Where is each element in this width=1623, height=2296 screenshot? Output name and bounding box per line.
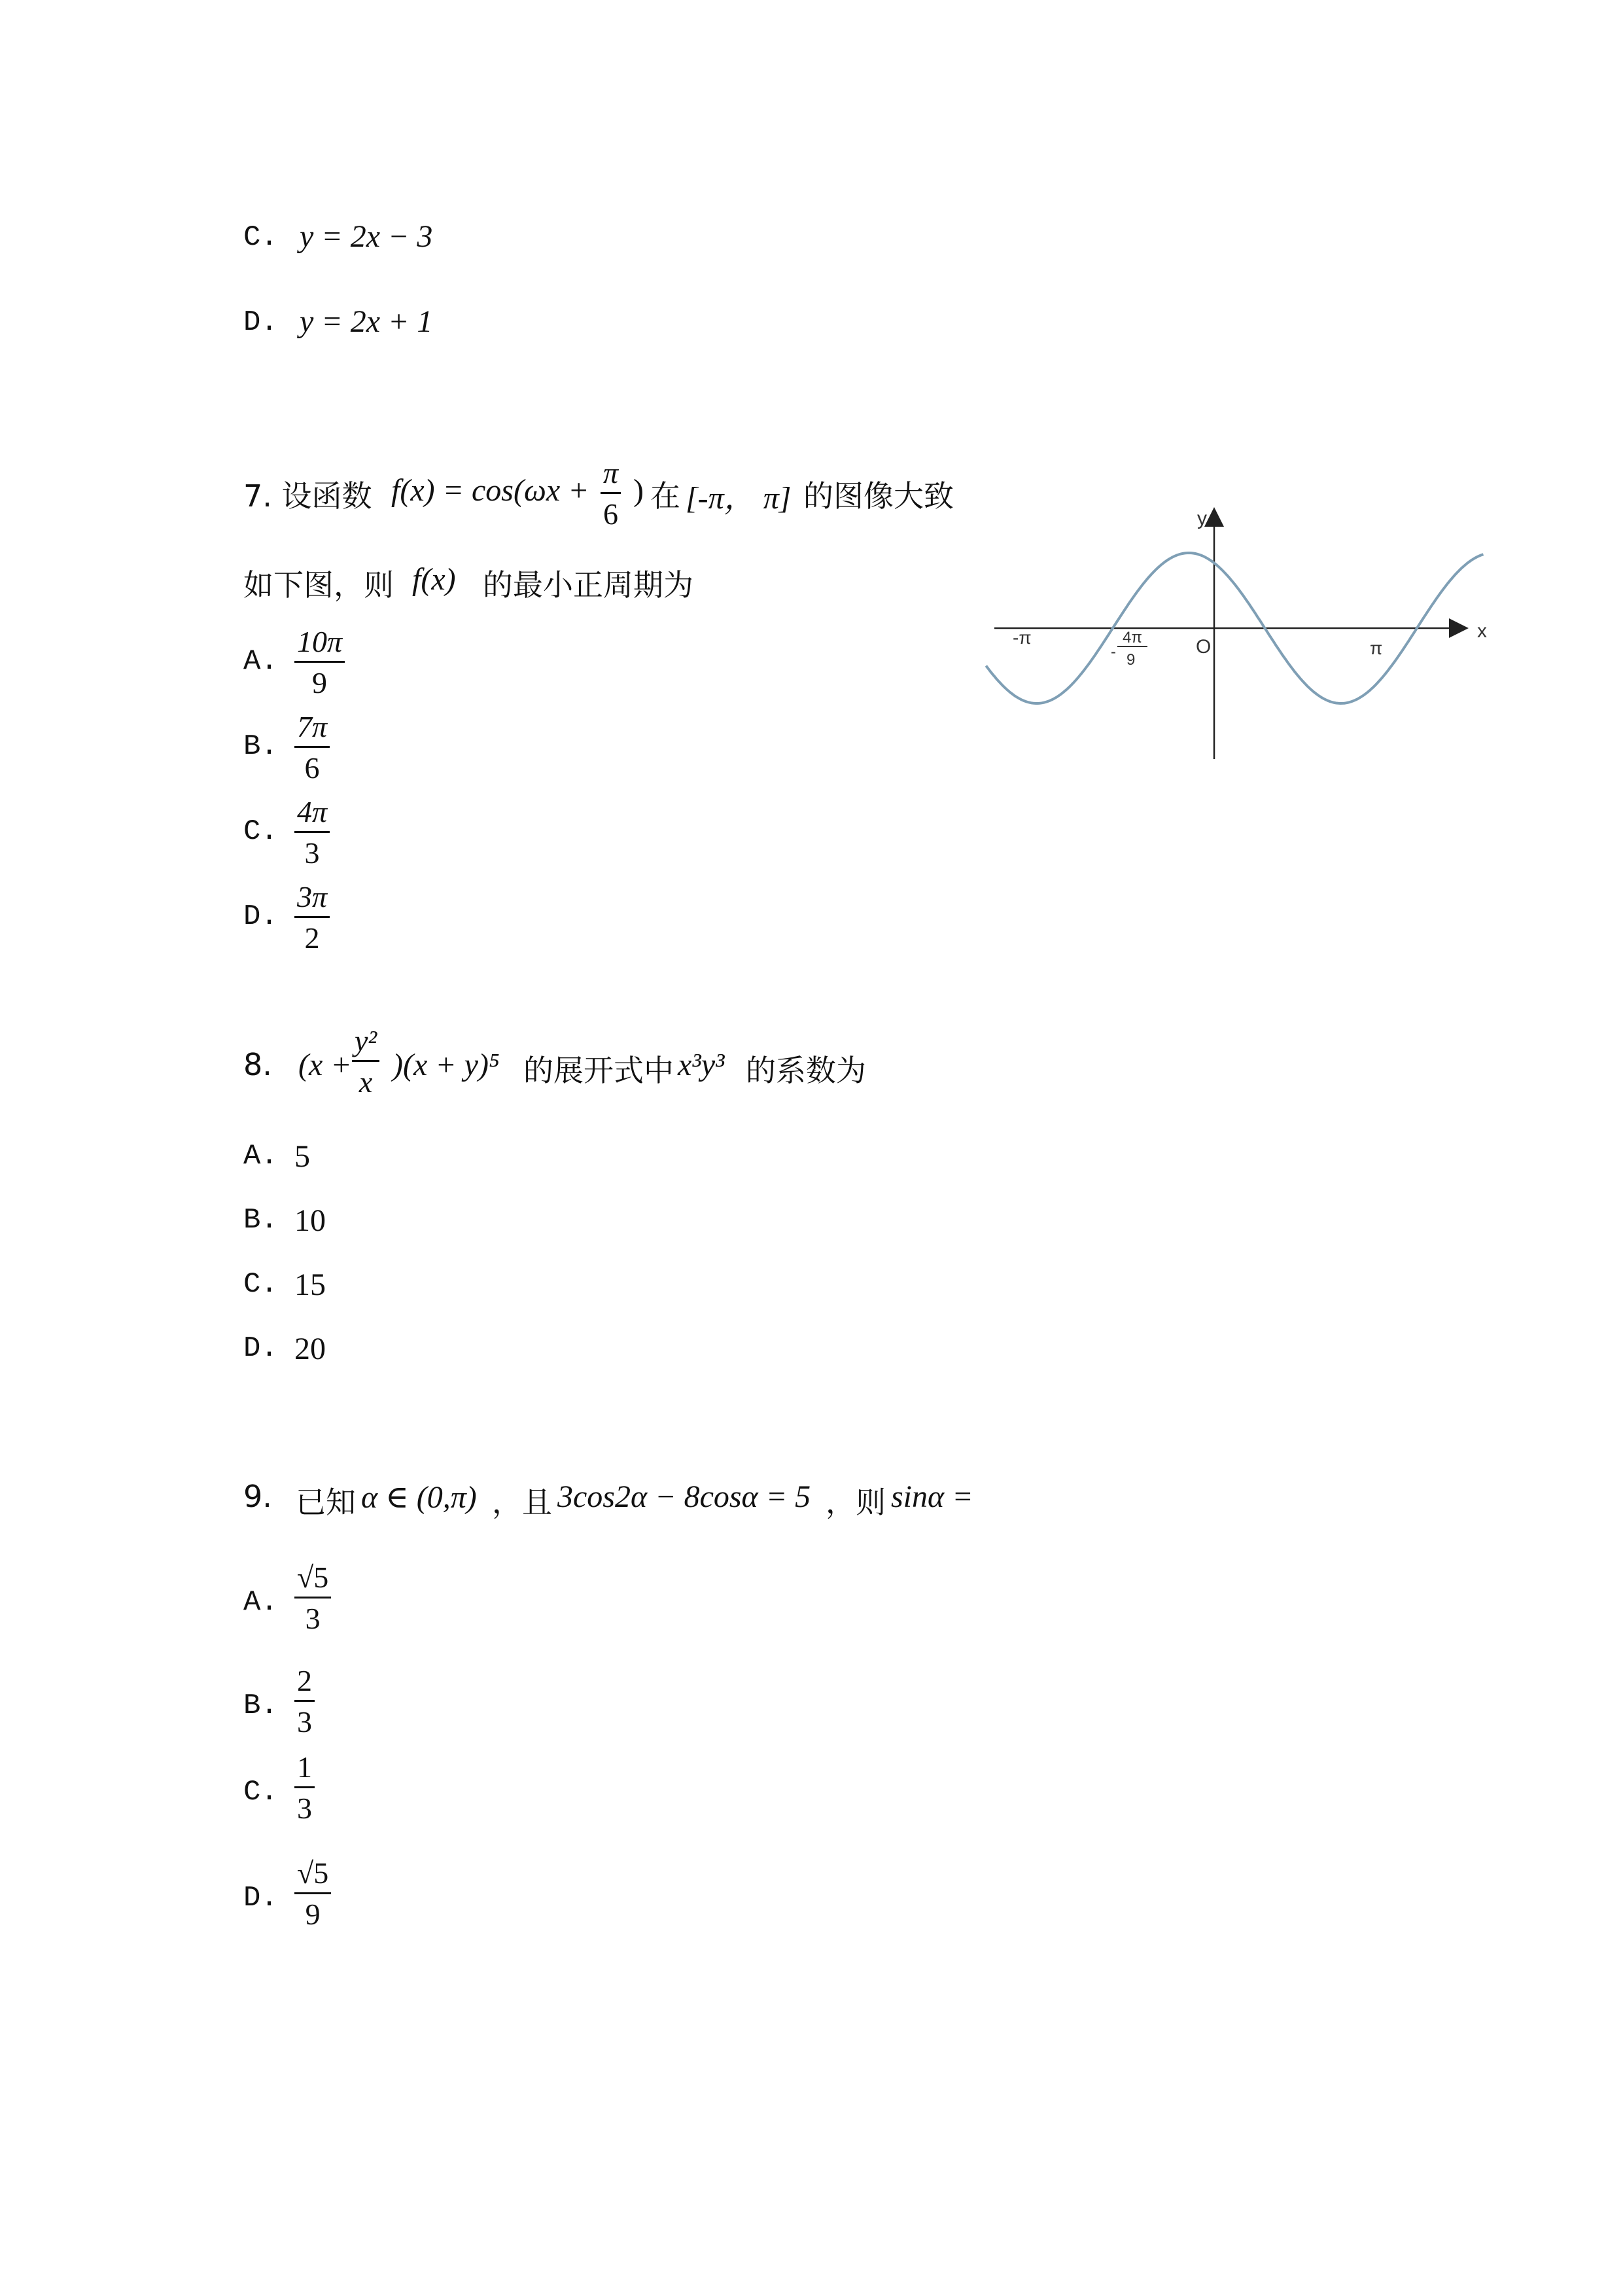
q8-option-c: 15 xyxy=(294,1267,326,1302)
q7-option-d-den: 2 xyxy=(304,921,320,955)
q6-option-d: y = 2x + 1 xyxy=(300,304,433,339)
q7-option-c-label: C. xyxy=(243,815,278,848)
q9-option-c-label: C. xyxy=(243,1776,278,1809)
q7-option-b-label: B. xyxy=(243,730,278,763)
q9-option-d-fraction xyxy=(294,1858,331,1930)
q7-mid: 在 xyxy=(650,478,680,514)
q9-option-a-den: 3 xyxy=(305,1602,321,1635)
q9-option-d-den: 9 xyxy=(305,1898,321,1931)
q9-option-b-num: 2 xyxy=(297,1664,312,1697)
q7-prefix: 7. 设函数 xyxy=(243,478,372,514)
graph-tick-minus: - xyxy=(1111,643,1116,661)
q6-option-d-label: D. xyxy=(243,306,278,339)
q7-function: f(x) = cos(ωx + xyxy=(391,473,589,508)
q7-option-d-fraction xyxy=(294,882,330,953)
q8-expr-a: (x + xyxy=(298,1048,352,1082)
q9-c: ，则 xyxy=(826,1485,886,1520)
q8-option-d: 20 xyxy=(294,1332,326,1366)
q7-option-d-label: D. xyxy=(243,900,278,933)
q8-frac-num: y² xyxy=(355,1024,377,1057)
q7-line2-a: 如下图，则 xyxy=(243,567,394,603)
q7-option-b-num: 7π xyxy=(297,710,328,743)
q9-ask: sinα = xyxy=(891,1479,973,1514)
q7-tail: 的图像大致 xyxy=(803,478,954,514)
q9-equation: 3cos2α − 8cosα = 5 xyxy=(557,1479,811,1514)
q7-phase-fraction xyxy=(601,458,621,529)
q9-option-c-den: 3 xyxy=(297,1792,312,1825)
q9-option-c-fraction xyxy=(294,1752,315,1824)
q9-prefix: 9. xyxy=(243,1479,272,1514)
graph-y-label: y xyxy=(1197,508,1207,529)
q9-option-b-fraction xyxy=(294,1666,315,1737)
q8-term: x³y³ xyxy=(678,1048,725,1082)
q7-graph xyxy=(981,497,1505,772)
q6-option-c-label: C. xyxy=(243,221,278,254)
q7-line2-f: f(x) xyxy=(412,562,456,597)
q9-option-d-label: D. xyxy=(243,1882,278,1915)
q7-option-a-fraction xyxy=(294,627,345,698)
q8-option-c-label: C. xyxy=(243,1268,278,1301)
q8-tail: 的系数为 xyxy=(746,1053,866,1088)
q7-phase-num: π xyxy=(603,456,619,489)
q9-option-b-label: B. xyxy=(243,1689,278,1722)
q6-option-c: y = 2x − 3 xyxy=(300,219,433,254)
q7-close-paren: ) xyxy=(633,473,644,508)
q9-option-b-den: 3 xyxy=(297,1705,312,1739)
q9-a: 已知 xyxy=(296,1485,356,1520)
q7-line2-b: 的最小正周期为 xyxy=(483,567,693,603)
q7-option-d-num: 3π xyxy=(297,880,328,913)
q7-option-a-den: 9 xyxy=(312,666,328,699)
q7-option-c-den: 3 xyxy=(304,836,320,870)
q7-option-c-fraction xyxy=(294,797,330,868)
q7-option-a-label: A. xyxy=(243,645,278,678)
q9-option-d-num: √5 xyxy=(297,1856,329,1890)
graph-x-label: x xyxy=(1477,620,1487,642)
graph-pi-label: π xyxy=(1370,638,1383,658)
q9-condition: α ∈ (0,π) xyxy=(361,1480,477,1515)
q8-frac-den: x xyxy=(358,1065,373,1099)
q8-expr-b: )(x + y)⁵ xyxy=(393,1048,500,1082)
q8-mid: 的展开式中 xyxy=(523,1053,674,1088)
q8-prefix: 8. xyxy=(243,1047,272,1082)
graph-tick-num: 4π xyxy=(1123,629,1142,646)
q7-phase-den: 6 xyxy=(603,497,619,531)
q7-option-a-num: 10π xyxy=(297,625,343,658)
q8-option-b: 10 xyxy=(294,1203,326,1238)
q8-option-a-label: A. xyxy=(243,1140,278,1173)
q9-option-a-label: A. xyxy=(243,1586,278,1619)
graph-tick-den: 9 xyxy=(1126,651,1136,669)
q9-option-c-num: 1 xyxy=(297,1750,312,1784)
q7-interval: [-π， π] xyxy=(686,481,792,516)
graph-neg-pi-label: -π xyxy=(1013,627,1032,648)
q9-b: ，且 xyxy=(492,1485,552,1520)
q8-fraction xyxy=(352,1026,379,1097)
q9-option-a-num: √5 xyxy=(297,1561,329,1594)
q7-option-b-fraction xyxy=(294,712,330,783)
graph-origin-label: O xyxy=(1196,636,1212,658)
q8-option-d-label: D. xyxy=(243,1332,278,1365)
q8-option-a: 5 xyxy=(294,1139,310,1174)
q9-option-a-fraction xyxy=(294,1563,331,1634)
q7-option-b-den: 6 xyxy=(304,751,320,785)
q8-option-b-label: B. xyxy=(243,1204,278,1237)
q7-option-c-num: 4π xyxy=(297,795,328,828)
